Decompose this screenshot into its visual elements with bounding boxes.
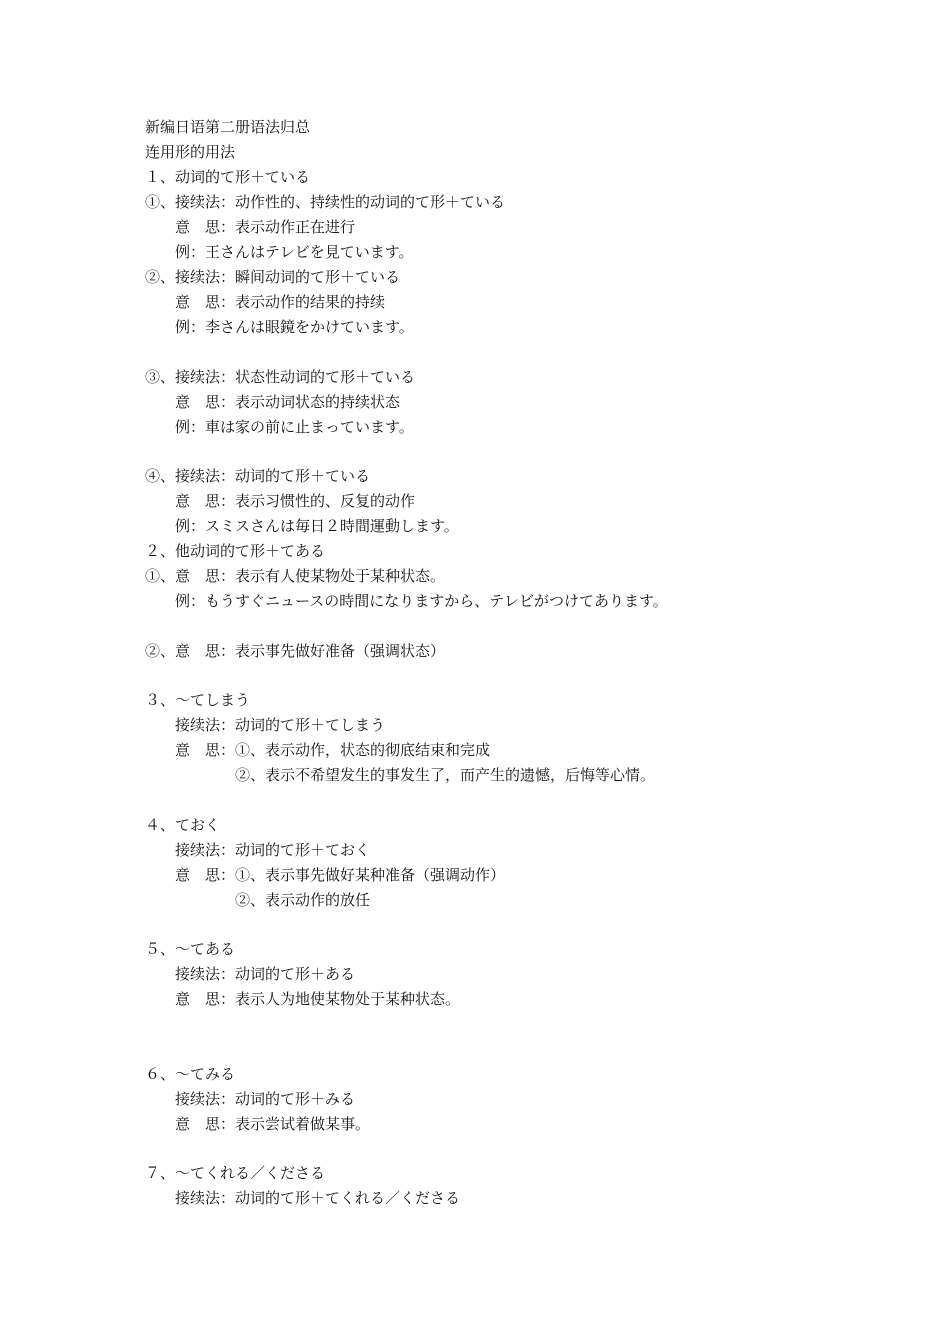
grammar-item-heading: ３、～てしまう — [145, 691, 251, 709]
meaning-line: 意 思：表示尝试着做某事。 — [145, 1115, 371, 1133]
meaning-line: ②、意 思：表示事先做好准备（强调状态） — [145, 642, 446, 660]
meaning-line: ②、表示不希望发生的事发生了，而产生的遗憾，后悔等心情。 — [145, 766, 656, 784]
grammar-item-heading: ６、～てみる — [145, 1065, 236, 1083]
grammar-item-heading: ５、～てある — [145, 940, 236, 958]
meaning-line: ①、意 思：表示有人使某物处于某种状态。 — [145, 567, 446, 585]
usage-line: 接续法：动词的て形＋てくれる／くださる — [145, 1189, 461, 1207]
grammar-item-heading: ２、他动词的て形＋てある — [145, 542, 326, 560]
grammar-item-heading: ７、～てくれる／くださる — [145, 1164, 326, 1182]
meaning-line: 意 思：表示习惯性的、反复的动作 — [145, 492, 416, 510]
example-line: 例：スミスさんは毎日２時間運動します。 — [145, 517, 459, 535]
meaning-line: 意 思：表示动作正在进行 — [145, 218, 356, 236]
example-line: 例：もうすぐニュースの時間になりますから、テレビがつけてあります。 — [145, 592, 668, 610]
meaning-line: 意 思：①、表示事先做好某种准备（强调动作） — [145, 866, 506, 884]
meaning-line: 意 思：表示人为地使某物处于某种状态。 — [145, 990, 461, 1008]
usage-line: 接续法：动词的て形＋ておく — [145, 841, 371, 859]
example-line: 例：王さんはテレビを見ています。 — [145, 243, 414, 261]
meaning-line: 意 思：表示动词状态的持续状态 — [145, 393, 401, 411]
section-heading: 连用形的用法 — [145, 143, 236, 161]
example-line: 例：車は家の前に止まっています。 — [145, 418, 414, 436]
usage-line: ④、接续法：动词的て形＋ている — [145, 467, 371, 485]
meaning-line: ②、表示动作的放任 — [145, 891, 371, 909]
meaning-line: 意 思：表示动作的结果的持续 — [145, 293, 386, 311]
usage-line: ③、接续法：状态性动词的て形＋ている — [145, 368, 416, 386]
grammar-item-heading: １、动词的て形＋ている — [145, 168, 311, 186]
usage-line: ①、接续法：动作性的、持续性的动词的て形＋ている — [145, 193, 506, 211]
meaning-line: 意 思：①、表示动作，状态的彻底结束和完成 — [145, 741, 491, 759]
grammar-item-heading: ４、ておく — [145, 816, 221, 834]
example-line: 例：李さんは眼鏡をかけています。 — [145, 318, 414, 336]
usage-line: 接续法：动词的て形＋ある — [145, 965, 356, 983]
document-title: 新编日语第二册语法归总 — [145, 118, 311, 136]
usage-line: 接续法：动词的て形＋てしまう — [145, 716, 386, 734]
usage-line: 接续法：动词的て形＋みる — [145, 1090, 356, 1108]
usage-line: ②、接续法：瞬间动词的て形＋ている — [145, 268, 401, 286]
